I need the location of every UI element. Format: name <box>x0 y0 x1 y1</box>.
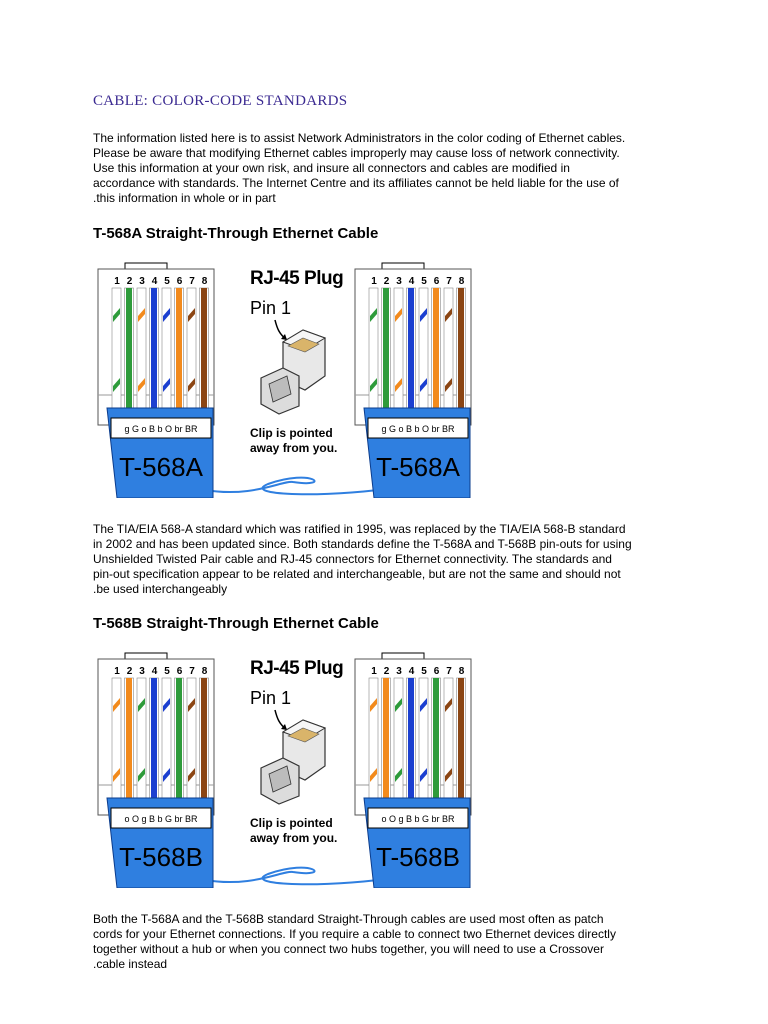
wire-codes: o O g B b G br BR <box>124 814 198 824</box>
pin-number: 6 <box>433 666 440 677</box>
wire-solid <box>383 678 389 798</box>
wire-solid <box>201 678 207 798</box>
pin-number: 1 <box>371 276 377 287</box>
intro-line: .this information in whole or in part <box>93 191 276 205</box>
connector-tab <box>382 263 424 269</box>
middle-paragraph <box>93 522 683 597</box>
pin-number: 1 <box>114 666 120 677</box>
cable-diagram-svg <box>93 648 483 888</box>
pin-number: 2 <box>126 276 133 287</box>
rj45-plug-illustration <box>261 330 325 414</box>
cable-loop <box>205 478 378 495</box>
pin-number: 5 <box>164 276 170 287</box>
pin-number: 2 <box>126 666 133 677</box>
pin1-label: Pin 1 <box>250 298 292 318</box>
wire-solid <box>176 288 182 408</box>
pin-number: 3 <box>396 666 402 677</box>
middle-line: The TIA/EIA 568-A standard which was ratified in 1995, was replaced by the TIA/EIA 568-B standard <box>93 522 626 536</box>
middle-line: pin-out specification appear to be related and interchangeable, but are not the same and should not <box>93 567 621 581</box>
clip-note-line1: Clip is pointed <box>250 426 333 440</box>
closing-line: Both the T-568A and the T-568B standard Straight-Through cables are used most often as patch <box>93 912 604 926</box>
rj45-connector <box>355 653 471 888</box>
closing-line: .cable instead <box>93 957 168 971</box>
wire-solid <box>433 288 439 408</box>
wire-solid <box>151 288 157 408</box>
connector-tab <box>382 653 424 659</box>
intro-line: The information listed here is to assist Network Administrators in the color coding of Ethernet cables. <box>93 131 626 145</box>
pin-number: 5 <box>421 276 427 287</box>
wire-solid <box>433 678 439 798</box>
clip-note-line1: Clip is pointed <box>250 816 333 830</box>
cable-loop <box>205 868 378 885</box>
standard-label: T-568A <box>376 452 460 482</box>
wire-codes: g G o B b O br BR <box>124 424 198 434</box>
connector-tab <box>125 263 167 269</box>
rj45-connector <box>98 263 214 498</box>
pin-number: 2 <box>383 276 390 287</box>
closing-line: together without a hub or when you connect two hubs together, you will need to use a Crossover <box>93 942 604 956</box>
pin-number: 3 <box>139 666 145 677</box>
plug-title: RJ-45 Plug <box>250 268 344 289</box>
intro-line: accordance with standards. The Internet Centre and its affiliates cannot be held liable for the use of <box>93 176 619 190</box>
t568a-diagram <box>93 258 483 498</box>
pin-number: 7 <box>446 276 452 287</box>
page-title: CABLE: COLOR-CODE STANDARDS <box>93 93 348 109</box>
pin-number: 1 <box>114 276 120 287</box>
closing-line: cords for your Ethernet connections. If you require a cable to connect two Ethernet devices directly <box>93 927 616 941</box>
middle-line: Unshielded Twisted Pair cable and RJ-45 connectors for Ethernet connectivity. The standards and <box>93 552 612 566</box>
section-a-heading: T-568A Straight-Through Ethernet Cable <box>93 225 379 242</box>
wire-solid <box>126 288 132 408</box>
cable-diagram-svg <box>93 258 483 498</box>
wire-solid <box>126 678 132 798</box>
pin-number: 8 <box>458 666 465 677</box>
t568b-diagram <box>93 648 483 888</box>
wire-solid <box>408 678 414 798</box>
pin-number: 4 <box>408 276 415 287</box>
pin-number: 7 <box>446 666 452 677</box>
pin-number: 4 <box>151 666 158 677</box>
pin-number: 8 <box>201 666 208 677</box>
closing-paragraph <box>93 912 683 972</box>
pin-number: 2 <box>383 666 390 677</box>
wire-solid <box>458 678 464 798</box>
section-b-heading: T-568B Straight-Through Ethernet Cable <box>93 615 379 632</box>
wire-solid <box>408 288 414 408</box>
pin-number: 6 <box>433 276 440 287</box>
clip-note-line2: away from you. <box>250 441 338 455</box>
standard-label: T-568B <box>119 842 203 872</box>
middle-line: .be used interchangeably <box>93 582 228 596</box>
wire-codes: g G o B b O br BR <box>381 424 455 434</box>
pin-number: 7 <box>189 276 195 287</box>
pin-number: 5 <box>421 666 427 677</box>
pin-number: 8 <box>201 276 208 287</box>
standard-label: T-568A <box>119 452 203 482</box>
pin-number: 1 <box>371 666 377 677</box>
intro-line: Use this information at your own risk, and insure all connectors and cables are modified in <box>93 161 570 175</box>
rj45-plug-illustration <box>261 720 325 804</box>
pin1-label: Pin 1 <box>250 688 292 708</box>
plug-title: RJ-45 Plug <box>250 658 344 679</box>
pin-number: 3 <box>139 276 145 287</box>
wire-solid <box>151 678 157 798</box>
pin-number: 6 <box>176 666 183 677</box>
pin-number: 5 <box>164 666 170 677</box>
clip-note-line2: away from you. <box>250 831 338 845</box>
standard-label: T-568B <box>376 842 460 872</box>
middle-line: in 2002 and has been updated since. Both standards define the T-568A and T-568B pin-outs for using <box>93 537 632 551</box>
rj45-connector <box>355 263 471 498</box>
pin-number: 4 <box>408 666 415 677</box>
wire-codes: o O g B b G br BR <box>381 814 455 824</box>
rj45-connector <box>98 653 214 888</box>
pin-number: 4 <box>151 276 158 287</box>
pin-number: 3 <box>396 276 402 287</box>
pin-number: 7 <box>189 666 195 677</box>
intro-paragraph <box>93 131 683 206</box>
wire-solid <box>176 678 182 798</box>
pin-number: 8 <box>458 276 465 287</box>
connector-tab <box>125 653 167 659</box>
wire-solid <box>383 288 389 408</box>
wire-solid <box>201 288 207 408</box>
intro-line: Please be aware that modifying Ethernet cables improperly may cause loss of network connectivity. <box>93 146 620 160</box>
wire-solid <box>458 288 464 408</box>
pin-number: 6 <box>176 276 183 287</box>
